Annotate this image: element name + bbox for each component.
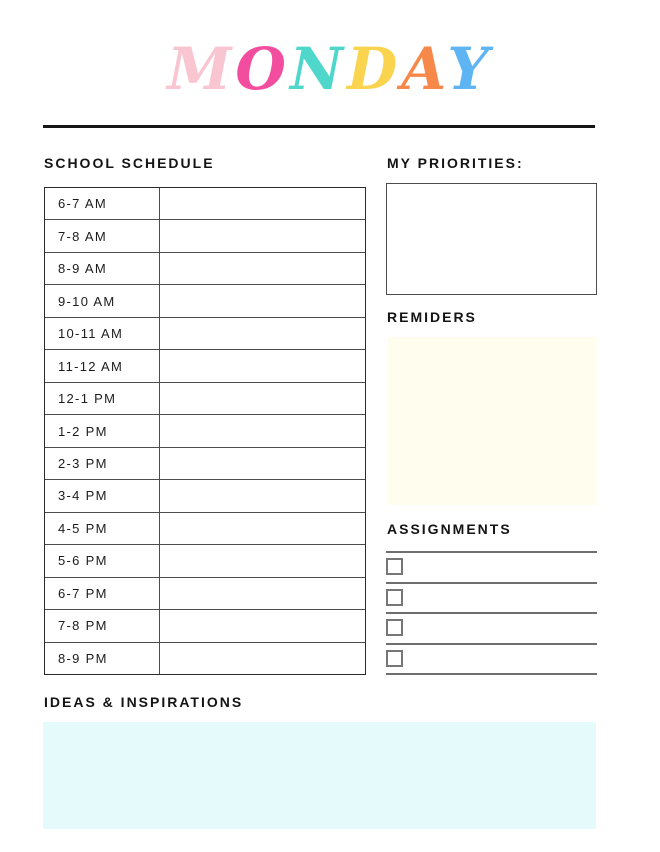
reminders-heading: REMIDERS — [387, 309, 477, 325]
schedule-row — [45, 415, 365, 447]
schedule-time-label: 8-9 AM — [45, 253, 160, 284]
schedule-row — [45, 643, 365, 674]
schedule-time-label: 4-5 PM — [45, 513, 160, 544]
schedule-entry-cell[interactable] — [160, 643, 365, 674]
schedule-row — [45, 480, 365, 512]
schedule-time-label: 7-8 AM — [45, 220, 160, 251]
assignment-checkbox[interactable] — [386, 619, 403, 636]
schedule-time-label: 10-11 AM — [45, 318, 160, 349]
schedule-entry-cell[interactable] — [160, 610, 365, 641]
assignments-heading: ASSIGNMENTS — [387, 521, 512, 537]
assignment-checkbox[interactable] — [386, 589, 403, 606]
schedule-time-label: 2-3 PM — [45, 448, 160, 479]
assignment-row[interactable] — [386, 612, 597, 643]
school-schedule-table — [44, 187, 366, 675]
assignment-row[interactable] — [386, 551, 597, 582]
my-priorities-heading: MY PRIORITIES: — [387, 155, 524, 171]
schedule-time-label: 3-4 PM — [45, 480, 160, 511]
ideas-inspirations-heading: IDEAS & INSPIRATIONS — [44, 694, 244, 710]
priorities-entry-box[interactable] — [386, 183, 597, 295]
title-letter: O — [235, 35, 290, 103]
schedule-entry-cell[interactable] — [160, 383, 365, 414]
schedule-row — [45, 285, 365, 317]
schedule-entry-cell[interactable] — [160, 318, 365, 349]
schedule-time-label: 12-1 PM — [45, 383, 160, 414]
schedule-row — [45, 220, 365, 252]
schedule-time-label: 8-9 PM — [45, 643, 160, 674]
title-letter: D — [346, 35, 402, 103]
schedule-time-label: 6-7 AM — [45, 188, 160, 219]
schedule-time-label: 1-2 PM — [45, 415, 160, 446]
schedule-row — [45, 383, 365, 415]
schedule-row — [45, 513, 365, 545]
schedule-entry-cell[interactable] — [160, 188, 365, 219]
title-letter: M — [167, 35, 236, 103]
title-divider-line — [43, 125, 595, 128]
assignment-row[interactable] — [386, 643, 597, 674]
schedule-entry-cell[interactable] — [160, 545, 365, 576]
assignment-checkbox[interactable] — [386, 650, 403, 667]
page-title — [0, 35, 660, 103]
assignments-list — [386, 551, 597, 675]
schedule-entry-cell[interactable] — [160, 513, 365, 544]
schedule-time-label: 9-10 AM — [45, 285, 160, 316]
schedule-row — [45, 350, 365, 382]
schedule-row — [45, 188, 365, 220]
assignment-row[interactable] — [386, 582, 597, 613]
schedule-time-label: 7-8 PM — [45, 610, 160, 641]
schedule-row — [45, 318, 365, 350]
schedule-entry-cell[interactable] — [160, 480, 365, 511]
schedule-time-label: 11-12 AM — [45, 350, 160, 381]
title-letter: A — [401, 35, 448, 103]
title-letter: N — [289, 35, 347, 103]
schedule-row — [45, 545, 365, 577]
schedule-row — [45, 610, 365, 642]
schedule-entry-cell[interactable] — [160, 415, 365, 446]
schedule-row — [45, 448, 365, 480]
schedule-time-label: 5-6 PM — [45, 545, 160, 576]
schedule-entry-cell[interactable] — [160, 285, 365, 316]
ideas-entry-box[interactable] — [43, 722, 596, 829]
schedule-row — [45, 253, 365, 285]
schedule-entry-cell[interactable] — [160, 448, 365, 479]
school-schedule-heading: SCHOOL SCHEDULE — [44, 155, 215, 171]
schedule-row — [45, 578, 365, 610]
schedule-time-label: 6-7 PM — [45, 578, 160, 609]
schedule-entry-cell[interactable] — [160, 220, 365, 251]
schedule-entry-cell[interactable] — [160, 350, 365, 381]
reminders-entry-box[interactable] — [388, 337, 597, 505]
assignment-checkbox[interactable] — [386, 558, 403, 575]
schedule-entry-cell[interactable] — [160, 578, 365, 609]
schedule-entry-cell[interactable] — [160, 253, 365, 284]
title-letter: Y — [447, 35, 493, 103]
